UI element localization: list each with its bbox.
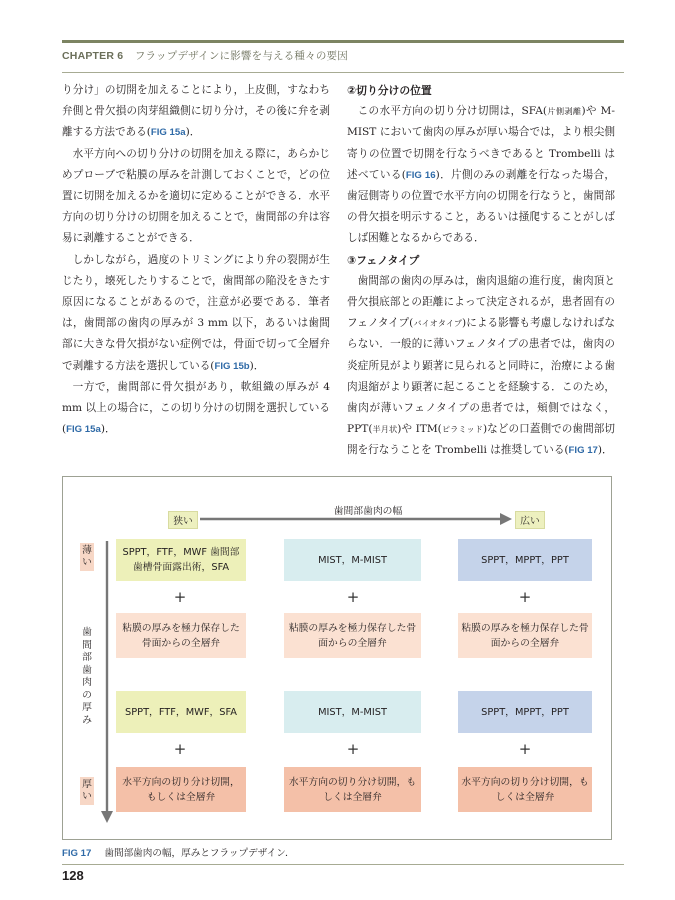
page-number: 128 xyxy=(62,868,84,883)
cell-thick-medium-flap: 水平方向の切り分け切開，もしくは全層弁 xyxy=(284,767,421,812)
thickness-arrow-icon xyxy=(101,541,113,823)
wide-tag: 広い xyxy=(515,511,545,529)
subheading-position: ②切り分けの位置 xyxy=(347,84,432,97)
paragraph-2: 水平方向への切り分けの切開を加える際に，あらかじめプローブで粘膜の厚みを計測しておくことで，どの位置に切開を加えるかを適切に定めることができる．水平方向の切り分けの切開を加えることで，歯間部の弁は容易に剥離することができる． xyxy=(62,147,330,245)
plus-sign: + xyxy=(518,588,532,606)
cell-thin-narrow: SPPT，FTF，MWF 歯間部歯槽骨面露出術，SFA xyxy=(116,539,246,581)
cell-thin-medium-flap: 粘膜の厚みを極力保存した骨面からの全層弁 xyxy=(284,613,421,658)
plus-sign: + xyxy=(173,740,187,758)
figure-17 xyxy=(62,476,612,840)
figure-caption xyxy=(62,845,295,859)
narrow-tag: 狭い xyxy=(168,511,198,529)
plus-sign: + xyxy=(346,740,360,758)
cell-thick-narrow: SPPT，FTF，MWF，SFA xyxy=(116,691,246,733)
header-rule xyxy=(62,72,624,73)
right-column xyxy=(347,80,615,462)
chapter-title: フラップデザインに影響を与える種々の要因 xyxy=(134,50,348,62)
fig-ref-15a: FIG 15a xyxy=(150,127,186,139)
paragraph-4: 一方で，歯間部に骨欠損があり，軟組織の厚みが 4 mm 以上の場合に，この切り分けの切開を選択している(FIG 15a)． xyxy=(62,380,330,436)
fig-ref-15b: FIG 15b xyxy=(214,360,250,372)
caption-text: 歯間部歯肉の幅，厚みとフラップデザイン． xyxy=(104,848,295,859)
fig-ref-15a-2: FIG 15a xyxy=(66,424,101,436)
caption-label: FIG 17 xyxy=(62,848,92,859)
chapter-label: CHAPTER 6 xyxy=(62,50,124,62)
plus-sign: + xyxy=(346,588,360,606)
paragraph-3: しかしながら，過度のトリミングにより弁の裂開が生じたり，壊死したりすることで，歯間部の陥没をきたす原因になることがあるので，注意が必要である．筆者は，歯間部の歯肉の厚みが 3 mm 以下，あるいは歯間部に大きな骨欠損がない症例では，骨面で切って全層弁で剥離する方法を選択している(FIG 15b)． xyxy=(62,253,330,372)
cell-thick-wide: SPPT，MPPT，PPT xyxy=(458,691,592,733)
plus-sign: + xyxy=(518,740,532,758)
thin-tag: 薄い xyxy=(80,543,94,571)
cell-thin-narrow-flap: 粘膜の厚みを極力保存した骨面からの全層弁 xyxy=(116,613,246,658)
cell-thin-medium: MIST，M-MIST xyxy=(284,539,421,581)
width-arrow-icon xyxy=(200,513,512,525)
fig-ref-16: FIG 16 xyxy=(405,169,436,181)
width-axis-label: 歯間部歯肉の幅 xyxy=(333,506,403,517)
fig-ref-17: FIG 17 xyxy=(568,445,598,457)
cell-thin-wide: SPPT，MPPT，PPT xyxy=(458,539,592,581)
cell-thick-narrow-flap: 水平方向の切り分け切開，もしくは全層弁 xyxy=(116,767,246,812)
subheading-phenotype: ③フェノタイプ xyxy=(347,253,420,267)
thick-tag: 厚い xyxy=(80,777,94,805)
left-column xyxy=(62,80,330,440)
running-header xyxy=(62,48,624,72)
cell-thin-wide-flap: 粘膜の厚みを極力保存した骨面からの全層弁 xyxy=(458,613,592,658)
footer-rule xyxy=(62,864,624,865)
paragraph-6: 歯間部の歯肉の厚みは，歯肉退縮の進行度，歯肉頂と骨欠損底部との距離によって決定されるが，患者固有のフェノタイプ(バイオタイプ)による影響も考慮しなければならない．一般的に薄いフェノタイプの患者では，歯肉の炎症所見がより顕著に見られると同時に，治療による歯肉退縮がより顕著に起こることを経験する．このため，歯肉が薄いフェノタイプの患者では，頬側ではなく，PPT(半月状)や ITM(ピラミッド)などの口蓋側での歯間部切開を行なうことを Trombelli は推奨している(FIG 17)． xyxy=(347,274,615,457)
cell-thick-medium: MIST，M-MIST xyxy=(284,691,421,733)
paragraph-1: り分け」の切開を加えることにより，上皮側，すなわち弁側と骨欠損の肉芽組織側に切り分け，その後に弁を剥離する方法である(FIG 15a)． xyxy=(62,84,330,139)
cell-thick-wide-flap: 水平方向の切り分け切開，もしくは全層弁 xyxy=(458,767,592,812)
header-top-bar xyxy=(62,40,624,43)
plus-sign: + xyxy=(173,588,187,606)
paragraph-5: この水平方向の切り分け切開は，SFA(片側剥離)や M-MIST において歯肉の厚みが厚い場合では，より根尖側寄りの位置で切開を行なうべきであると Trombelli は述べている(FIG 16)．片側のみの剥離を行なった場合，歯冠側寄りの位置で水平方向の切開を行なうと，歯間部の骨欠損を明示すること，あるいは掻爬することがしばしば困難となるからである． xyxy=(347,105,615,245)
thickness-axis-label: 歯間部歯肉の厚み xyxy=(82,627,92,726)
